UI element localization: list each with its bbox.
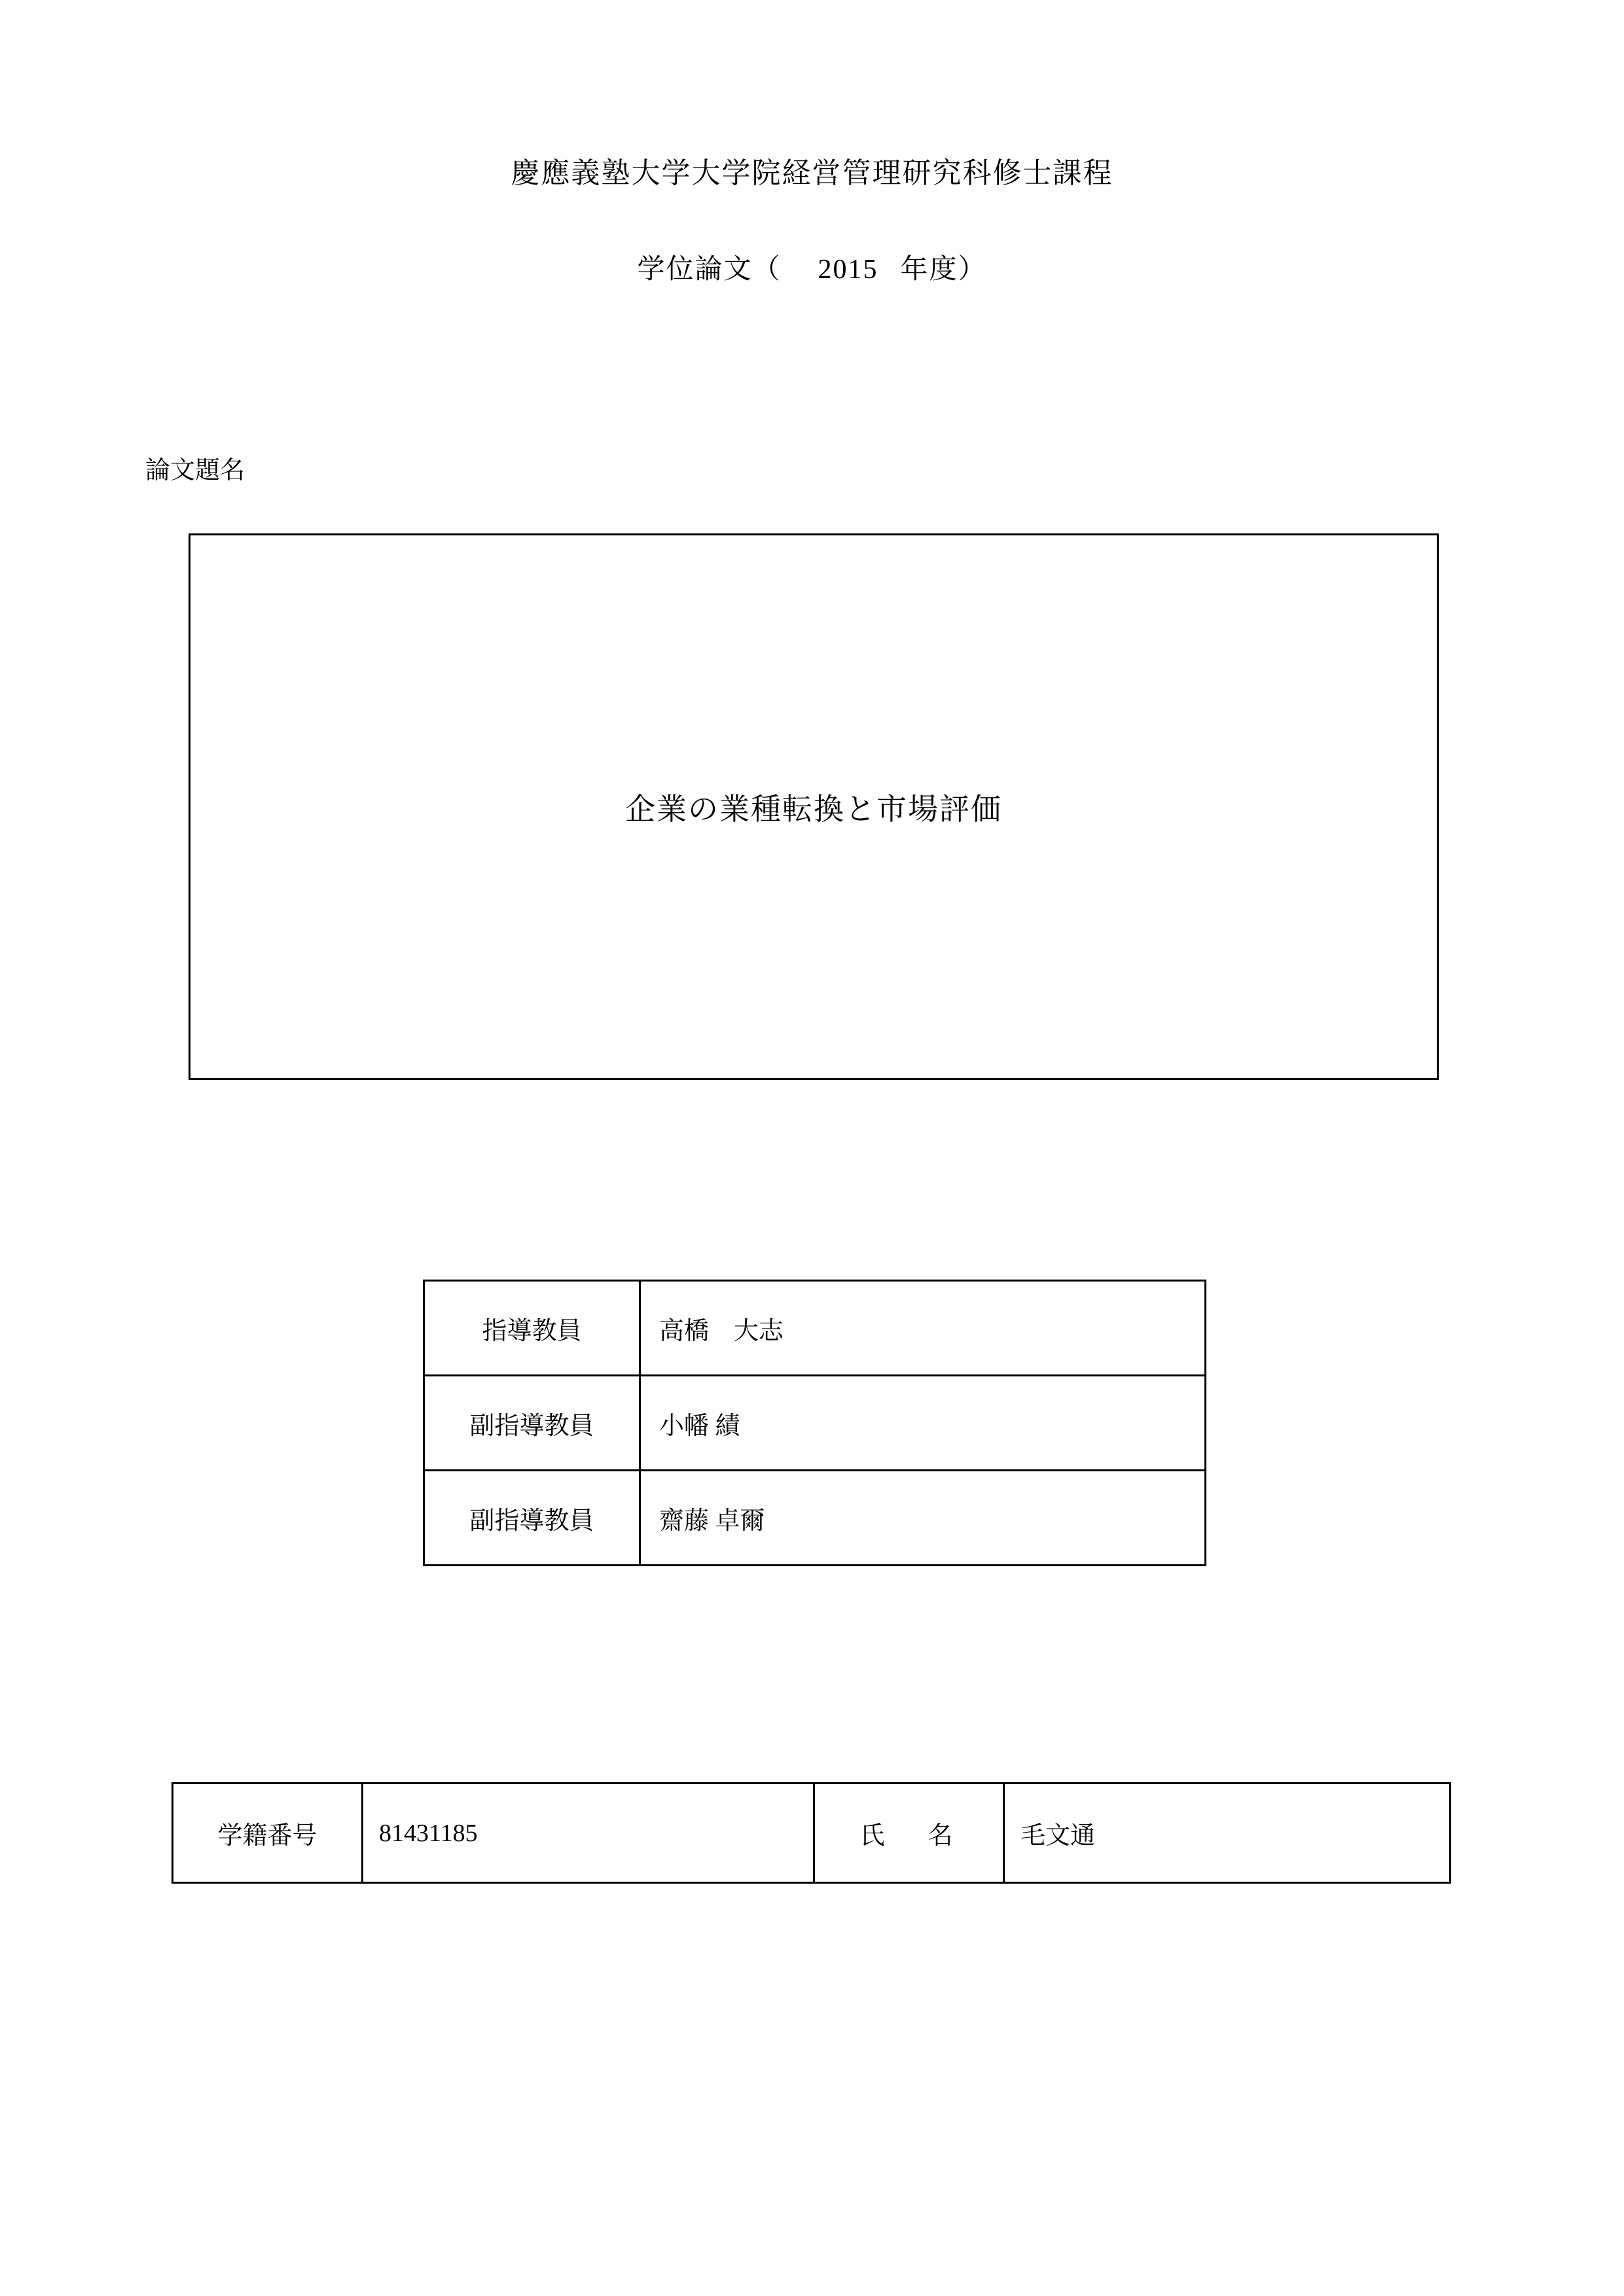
degree-year-line xyxy=(0,247,1624,287)
table-row xyxy=(424,1281,1206,1376)
thesis-title-label: 論文題名 xyxy=(145,457,245,484)
advisor-name: 齋藤 卓爾 xyxy=(640,1471,1206,1566)
advisor-role: 副指導教員 xyxy=(424,1376,640,1471)
thesis-title-text: 企業の業種転換と市場評価 xyxy=(625,792,1002,826)
degree-prefix: 学位論文（ xyxy=(637,255,782,285)
advisor-role: 副指導教員 xyxy=(424,1471,640,1566)
degree-suffix: 年度） xyxy=(900,255,987,285)
student-name-label: 氏 名 xyxy=(814,1784,1004,1883)
degree-year: 2015 xyxy=(818,255,878,285)
advisor-role: 指導教員 xyxy=(424,1281,640,1376)
advisor-name: 小幡 績 xyxy=(640,1376,1206,1471)
table-row xyxy=(424,1376,1206,1471)
student-id-label: 学籍番号 xyxy=(173,1784,363,1883)
table-row xyxy=(424,1471,1206,1566)
table-row xyxy=(173,1784,1451,1883)
advisor-table xyxy=(423,1280,1206,1566)
student-info-table xyxy=(171,1782,1451,1884)
thesis-title-box xyxy=(189,533,1439,1080)
advisor-name: 高橋 大志 xyxy=(640,1281,1206,1376)
student-id-value: 81431185 xyxy=(363,1784,814,1883)
university-heading: 慶應義塾大学大学院経営管理研究科修士課程 xyxy=(511,157,1113,189)
student-name-value: 毛文通 xyxy=(1004,1784,1451,1883)
